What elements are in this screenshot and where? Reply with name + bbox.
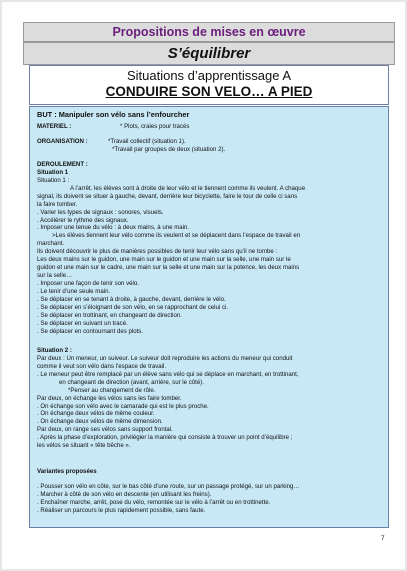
organisation-value-1: *Travail collectif (situation 1). [108, 137, 186, 145]
text-line: . On échange deux vélos de même dimension. [37, 418, 163, 426]
materiel-label: MATERIEL : [37, 123, 72, 130]
page-number: 7 [381, 535, 385, 542]
materiel-value: * Plots, craies pour tracés [120, 123, 190, 130]
text-line: *Penser au changement de rôle. [68, 386, 156, 394]
goal-heading: BUT : Manipuler son vélo sans l’enfourcher [37, 110, 190, 119]
content-panel [29, 106, 389, 528]
text-line: . On échange deux vélos de même couleur. [37, 410, 155, 418]
text-line: sur la selle… [37, 272, 73, 280]
situation1-label: Situation 1 [37, 168, 69, 176]
text-line: . Se déplacer en se tenant à droite, à gauche, devant, derrière le vélo. [37, 296, 226, 304]
text-line: . Enchaîner marche, arrêt, pose du vélo, remontée sur le vélo à l’arrêt ou en trottinette. [37, 499, 271, 507]
text-line: . Le tenir d’une seule main. [37, 288, 111, 296]
text-line: . Se déplacer en trottinant, en changeant de direction. [37, 311, 182, 319]
text-line: . Se déplacer en contournant des plots. [37, 327, 144, 335]
materiel-row [37, 123, 382, 131]
text-line: . On échange son vélo avec le camarade qui est le plus proche. [37, 402, 209, 410]
text-line: . Accélérer le rythme des signaux. [37, 216, 129, 224]
text-line: . Se déplacer en suivant un tracé. [37, 319, 128, 327]
text-line: guidon et une main sur le cadre, une main sur la selle et une main sur la potence, les deux mains [37, 264, 300, 272]
situation2-label: Situation 2 : [37, 346, 72, 354]
text-line: . Imposer une tenue du vélo : à deux mains, à une main. [37, 224, 190, 232]
text-line: en changeant de direction (avant, arrière, sur le côté). [59, 378, 204, 386]
page-subtitle: S’équilibrer [167, 45, 251, 62]
situation-label: Situations d’apprentissage A [126, 68, 292, 83]
organisation-value-2: *Travail par groupes de deux (situation 2). [112, 145, 226, 153]
text-line: . Varier les types de signaux : sonores, visuels. [37, 208, 164, 216]
text-line: . Marcher à côté de son vélo en descente (en utilisant les freins). [37, 491, 212, 499]
variantes-label: Variantes proposées [37, 468, 97, 476]
subtitle-banner [23, 42, 395, 65]
title-banner [23, 22, 395, 42]
document-page [2, 2, 405, 569]
situation-title: CONDUIRE SON VELO… A PIED [105, 84, 313, 99]
organisation-row-2 [37, 146, 382, 154]
text-line: comme il veut son vélo dans l’espace de travail. [37, 362, 167, 370]
text-line: marchant. [37, 240, 65, 248]
text-line: . Se déplacer en s’éloignant de son vélo, en se rapprochant de celui ci. [37, 304, 229, 312]
situation-header [29, 65, 389, 105]
text-line: signal, ils doivent se situer à gauche, devant, derrière leur bicyclette, faire le tour de celle ci sans [37, 192, 298, 200]
organisation-row [37, 138, 382, 146]
text-line: Situation 1 : [37, 176, 70, 184]
text-line: . Imposer une façon de tenir son vélo. [37, 280, 139, 288]
text-line: Ils doivent découvrir le plus de manières possibles de tenir leur vélo sans qu’il ne tombe : [37, 248, 278, 256]
text-line: Par deux, on range ses vélos sans support frontal. [37, 426, 173, 434]
text-line: . Après la phase d’exploration, privilégier la manière qui consiste à trouver un point d’équilibre ; [37, 434, 293, 442]
page-title: Propositions de mises en œuvre [112, 25, 306, 39]
text-line: >Les élèves tiennent leur vélo comme ils veulent et se déplacent dans l’espace de travail en [52, 232, 301, 240]
text-line: . Pousser son vélo en côte, sur le bas côté d’une route, sur un passage protégé, sur un parking… [37, 483, 300, 491]
text-line: Par deux : Un meneur, un suiveur. Le suiveur doit reproduire les actions du meneur qui conduit [37, 354, 293, 362]
organisation-label: ORGANISATION : [37, 137, 88, 145]
text-line: A l’arrêt. les élèves sont à droite de leur vélo et le tiennent comme ils veulent. A chaque [70, 184, 306, 192]
text-line: Les deux mains sur le guidon, une main sur le guidon et une main sur la selle, une main sur le [37, 256, 291, 264]
text-line: . Réaliser un parcours le plus rapidement possible, sans faute. [37, 507, 206, 515]
text-line: la faire tomber. [37, 200, 78, 208]
text-line: . Le meneur peut être remplacé par un élève sans vélo qui se déplace en marchant, en trottinant, [37, 370, 299, 378]
text-line: Par deux, on échange les vélos sans les faire tomber. [37, 394, 182, 402]
text-line: les vélos se situant « tête bêche ». [37, 442, 131, 450]
deroulement-label: DEROULEMENT : [37, 160, 88, 168]
